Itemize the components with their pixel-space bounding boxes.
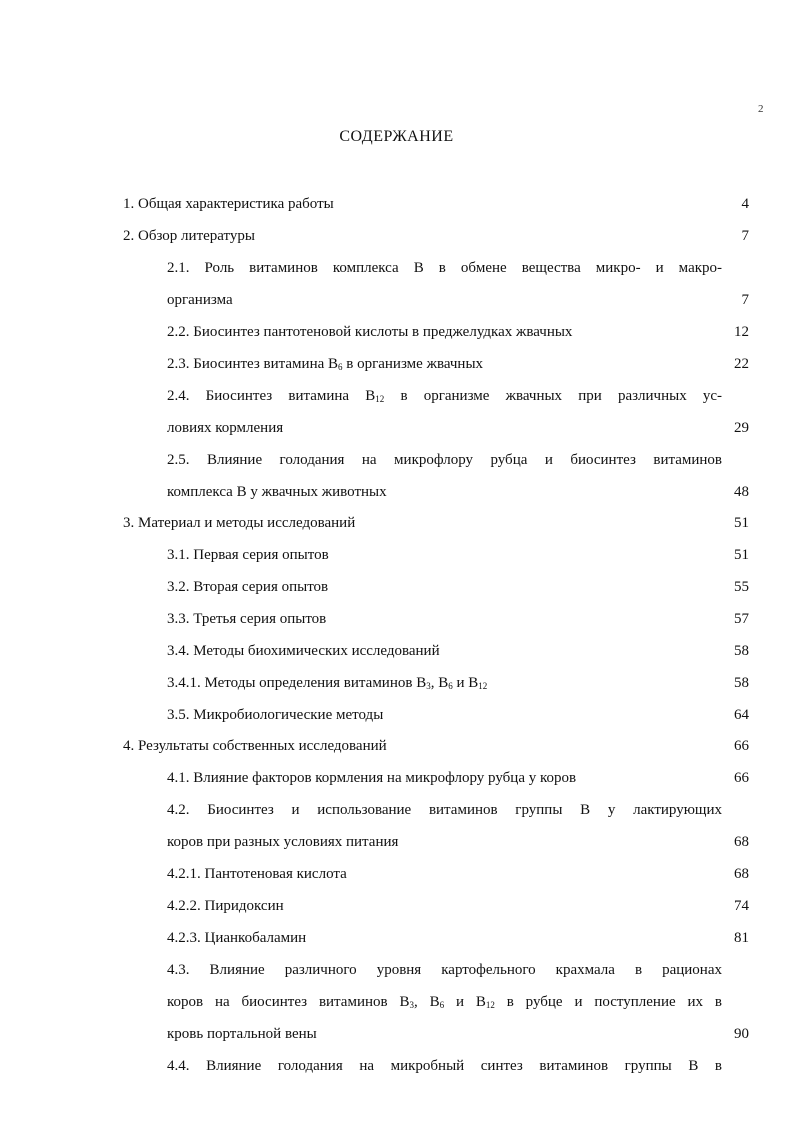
page-number: 2 <box>758 103 764 115</box>
toc-page-4-2-1: 68 <box>734 866 749 882</box>
toc-page-3-5: 64 <box>734 707 749 723</box>
toc-entry-4-2-1: 4.2.1. Пантотеновая кислота <box>167 866 347 882</box>
toc-entry-3-2: 3.2. Вторая серия опытов <box>167 579 329 595</box>
toc-entry-4: 4. Результаты собственных исследований <box>123 738 387 754</box>
toc-page-4-2: 68 <box>734 834 749 850</box>
toc-entry-3-3: 3.3. Третья серия опытов <box>167 611 327 627</box>
toc-entry-4-4: 4.4. Влияние голодания на микробный синтез витаминов группы В в <box>167 1058 723 1074</box>
toc-entry-4-2-3: 4.2.3. Цианкобаламин <box>167 930 307 946</box>
toc-page-2-4: 29 <box>734 420 749 436</box>
toc-page-3-4-1: 58 <box>734 675 749 691</box>
toc-entry-2-4-cont: ловиях кормления <box>167 420 284 436</box>
toc-page-2: 7 <box>741 228 749 244</box>
toc-entry-4-3-cont2: кровь портальной вены <box>167 1026 317 1042</box>
toc-entry-2-1: 2.1. Роль витаминов комплекса В в обмене вещества микро- и макро- <box>167 260 723 276</box>
toc-entry-1: 1. Общая характеристика работы <box>123 196 334 212</box>
toc-entry-2-1-cont: организма <box>167 292 233 308</box>
toc-entry-3-5: 3.5. Микробиологические методы <box>167 707 384 723</box>
toc-entry-2-3: 2.3. Биосинтез витамина $В_6$ в организме жвачных <box>167 356 484 372</box>
toc-entry-2-5: 2.5. Влияние голодания на микрофлору рубца и биосинтез витаминов <box>167 452 722 468</box>
page-title: СОДЕРЖАНИЕ <box>339 128 454 145</box>
toc-page-2-2: 12 <box>734 324 749 340</box>
toc-page-3: 51 <box>734 515 749 531</box>
toc-entry-3: 3. Материал и методы исследований <box>123 515 356 531</box>
toc-entry-4-2-2: 4.2.2. Пиридоксин <box>167 898 284 914</box>
toc-entry-2-5-cont: комплекса В у жвачных животных <box>167 484 387 500</box>
toc-page-4-1: 66 <box>734 770 749 786</box>
toc-entry-2-2: 2.2. Биосинтез пантотеновой кислоты в преджелудках жвачных <box>167 324 573 340</box>
toc-page-3-1: 51 <box>734 547 749 563</box>
toc-page-2-3: 22 <box>734 356 749 372</box>
toc-entry-2: 2. Обзор литературы <box>123 228 255 244</box>
toc-entry-4-3: 4.3. Влияние различного уровня картофельного крахмала в рационах <box>167 962 722 978</box>
toc-page-4-2-3: 81 <box>734 930 749 946</box>
toc-entry-4-2-cont: коров при разных условиях питания <box>167 834 399 850</box>
toc-page-3-2: 55 <box>734 579 749 595</box>
toc-entry-3-1: 3.1. Первая серия опытов <box>167 547 329 563</box>
toc-page-2-5: 48 <box>734 484 749 500</box>
toc-entry-4-2: 4.2. Биосинтез и использование витаминов группы В у лактирующих <box>167 802 722 818</box>
toc-page-4: 66 <box>734 738 749 754</box>
toc-page-1: 4 <box>741 196 749 212</box>
toc-page-3-3: 57 <box>734 611 749 627</box>
toc-entry-4-1: 4.1. Влияние факторов кормления на микрофлору рубца у коров <box>167 770 577 786</box>
toc-page-4-2-2: 74 <box>734 898 749 914</box>
toc-page-2-1: 7 <box>741 292 749 308</box>
toc-entry-3-4: 3.4. Методы биохимических исследований <box>167 643 440 659</box>
toc-entry-4-3-cont: коров на биосинтез витаминов $В_3$, $В_6$ и $В_{12}$ в рубце и поступление их в <box>167 994 722 1010</box>
toc-page-3-4: 58 <box>734 643 749 659</box>
toc-entry-3-4-1: 3.4.1. Методы определения витаминов $В_3$, $В_6$ и $В_{12}$ <box>167 675 488 691</box>
toc-entry-2-4: 2.4. Биосинтез витамина $В_{12}$ в организме жвачных при различных ус- <box>167 388 723 404</box>
toc-page-4-3: 90 <box>734 1026 749 1042</box>
